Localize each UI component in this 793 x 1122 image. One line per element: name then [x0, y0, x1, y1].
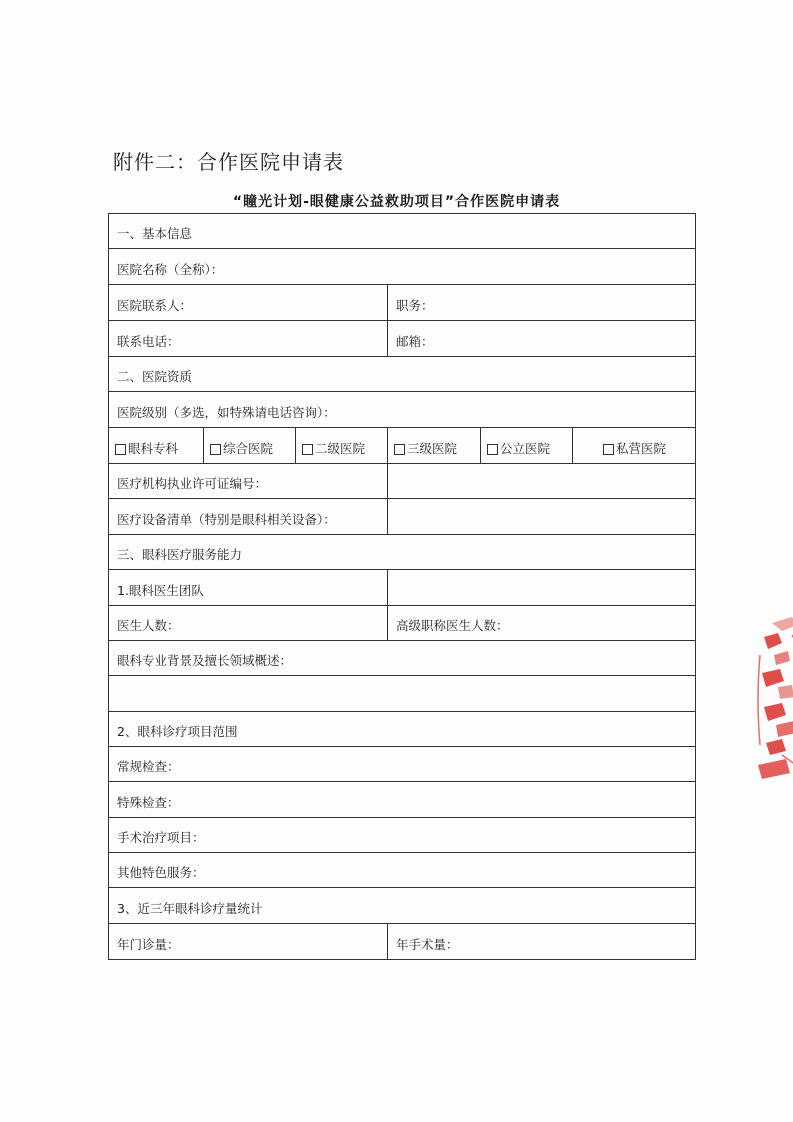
checkbox-icon[interactable] — [487, 444, 498, 455]
option-label: 眼科专科 — [128, 441, 179, 456]
section-service-capacity-title: 三、眼科医疗服务能力 — [117, 547, 243, 562]
routine-exam-field[interactable]: 常规检查： — [117, 759, 180, 774]
hospital-level-row — [109, 392, 695, 428]
form-title: “瞳光计划-眼健康公益救助项目”合作医院申请表 — [232, 194, 561, 210]
background-input-row — [109, 676, 695, 712]
checkbox-icon[interactable] — [115, 444, 126, 455]
section-basic-info-row — [109, 214, 695, 249]
phone-email-row — [109, 321, 695, 357]
license-label: 医疗机构执业许可证编号： — [117, 476, 268, 491]
position-field[interactable]: 职务： — [387, 285, 695, 320]
option-tertiary-hospital[interactable] — [387, 428, 480, 463]
surgery-volume-field[interactable]: 年手术量： — [387, 924, 695, 959]
doctor-team-label: 1.眼科医生团队 — [117, 583, 204, 598]
hospital-level-label: 医院级别（多选，如特殊请电话咨询）： — [117, 405, 336, 420]
section-qualification-row — [109, 357, 695, 392]
checkbox-icon[interactable] — [302, 444, 313, 455]
background-row — [109, 641, 695, 676]
outpatient-volume-field[interactable]: 年门诊量： — [117, 937, 180, 952]
equipment-label: 医疗设备清单（特别是眼科相关设备）： — [117, 512, 336, 527]
hospital-name-field[interactable]: 医院名称（全称）： — [117, 262, 224, 277]
volume-row — [109, 924, 695, 959]
scope-title: 2、眼科诊疗项目范围 — [117, 724, 238, 739]
option-general-hospital[interactable] — [203, 428, 295, 463]
option-public-hospital[interactable] — [480, 428, 572, 463]
other-services-row — [109, 853, 695, 888]
license-row — [109, 464, 695, 499]
email-field[interactable]: 邮箱： — [387, 321, 695, 356]
section-service-capacity-row — [109, 535, 695, 570]
other-services-field[interactable]: 其他特色服务： — [117, 865, 205, 880]
hospital-level-options-row — [109, 428, 695, 464]
option-label: 二级医院 — [315, 441, 366, 456]
checkbox-icon[interactable] — [603, 444, 614, 455]
doctor-team-row — [109, 570, 695, 606]
page-heading: 附件二：合作医院申请表 — [113, 150, 344, 174]
section-qualification-title: 二、医院资质 — [117, 369, 193, 384]
option-label: 公立医院 — [500, 441, 551, 456]
contact-row — [109, 285, 695, 321]
doctor-count-row — [109, 606, 695, 641]
option-secondary-hospital[interactable] — [295, 428, 387, 463]
equipment-row — [109, 499, 695, 535]
surgery-row — [109, 818, 695, 853]
stats-title-row — [109, 888, 695, 924]
option-label: 综合医院 — [223, 441, 274, 456]
surgery-field[interactable]: 手术治疗项目： — [117, 830, 205, 845]
background-input[interactable] — [109, 676, 695, 711]
checkbox-icon[interactable] — [210, 444, 221, 455]
checkbox-icon[interactable] — [394, 444, 405, 455]
option-eye-specialty[interactable] — [109, 428, 203, 463]
option-label: 私营医院 — [616, 441, 667, 456]
option-private-hospital[interactable] — [572, 428, 695, 463]
contact-person-field[interactable]: 医院联系人： — [117, 298, 193, 313]
stats-title: 3、近三年眼科诊疗量统计 — [117, 901, 263, 916]
equipment-input[interactable] — [387, 499, 695, 534]
section-basic-info-title: 一、基本信息 — [117, 226, 193, 241]
scope-title-row — [109, 712, 695, 747]
doctor-count-field[interactable]: 医生人数： — [117, 618, 180, 633]
doctor-team-input[interactable] — [387, 570, 695, 605]
background-label: 眼科专业背景及擅长领域概述： — [117, 653, 293, 668]
special-exam-row — [109, 782, 695, 818]
special-exam-field[interactable]: 特殊检查： — [117, 795, 180, 810]
senior-doctor-count-field[interactable]: 高级职称医生人数： — [387, 606, 695, 640]
phone-field[interactable]: 联系电话： — [117, 334, 180, 349]
hospital-name-row — [109, 249, 695, 285]
seal-stamp-icon — [752, 615, 793, 785]
routine-exam-row — [109, 747, 695, 782]
application-form-table — [108, 213, 696, 960]
option-label: 三级医院 — [407, 441, 458, 456]
license-input[interactable] — [387, 464, 695, 498]
